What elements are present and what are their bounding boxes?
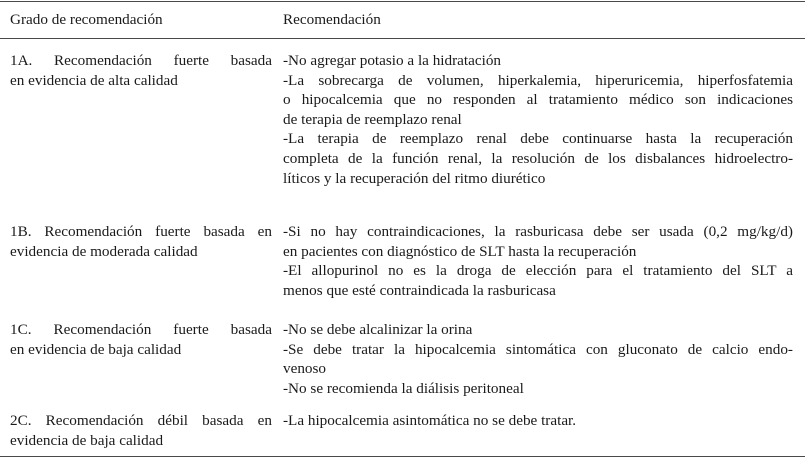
rec-line: -Se debe tratar la hipocalcemia sintomática con gluconato de calcio endo- — [283, 340, 793, 358]
rec-line: venoso — [283, 360, 327, 378]
rec-line: -El allopurinol no es la droga de elección para el tratamiento del SLT a — [283, 262, 793, 280]
row-4-recommendation — [283, 411, 793, 431]
rec-line: -La hipocalcemia asintomática no se debe tratar. — [283, 412, 577, 429]
grade-line: 1C. Recomendación fuerte basada — [10, 321, 272, 338]
rec-line: -No se recomienda la diálisis peritoneal — [283, 379, 524, 397]
rec-line: -Si no hay contraindicaciones, la rasburicasa debe ser usada (0,2 mg/kg/d) — [283, 223, 793, 240]
rec-line: -La sobrecarga de volumen, hiperkalemia, hiperuricemia, hiperfosfatemia — [283, 71, 793, 89]
table-top-rule — [0, 1, 805, 2]
grade-line: en evidencia de baja calidad — [10, 340, 182, 358]
rec-line: -La terapia de reemplazo renal debe continuarse hasta la recuperación — [283, 130, 793, 148]
grade-line: evidencia de baja calidad — [10, 431, 164, 449]
grade-line: 1A. Recomendación fuerte basada — [10, 52, 272, 69]
table-header-rule — [0, 38, 805, 39]
row-1-recommendation — [283, 51, 793, 188]
rec-line: -No se debe alcalinizar la orina — [283, 321, 473, 338]
row-3-recommendation — [283, 320, 793, 398]
row-1-grade — [10, 51, 272, 90]
grade-line: en evidencia de alta calidad — [10, 71, 178, 89]
row-2-recommendation — [283, 222, 793, 300]
grade-line: evidencia de moderada calidad — [10, 242, 198, 260]
row-2-grade — [10, 222, 272, 261]
rec-line: -No agregar potasio a la hidratación — [283, 52, 502, 69]
header-grade: Grado de recomendación — [10, 11, 163, 28]
rec-line: en pacientes con diagnóstico de SLT hasta la recuperación — [283, 242, 637, 260]
table-bottom-rule — [0, 456, 805, 457]
grade-line: 1B. Recomendación fuerte basada en — [10, 223, 272, 240]
rec-line: o hipocalcemia que no responden al tratamiento médico son indicaciones — [283, 91, 793, 109]
row-3-grade — [10, 320, 272, 359]
row-4-grade — [10, 411, 272, 450]
header-recommendation: Recomendación — [283, 11, 381, 28]
grade-line: 2C. Recomendación débil basada en — [10, 412, 272, 429]
rec-line: líticos y la recuperación del ritmo diurético — [283, 169, 546, 187]
rec-line: de terapia de reemplazo renal — [283, 110, 462, 128]
rec-line: menos que esté contraindicada la rasburicasa — [283, 281, 556, 299]
rec-line: completa de la función renal, la resolución de los disbalances hidroelectro- — [283, 149, 793, 167]
